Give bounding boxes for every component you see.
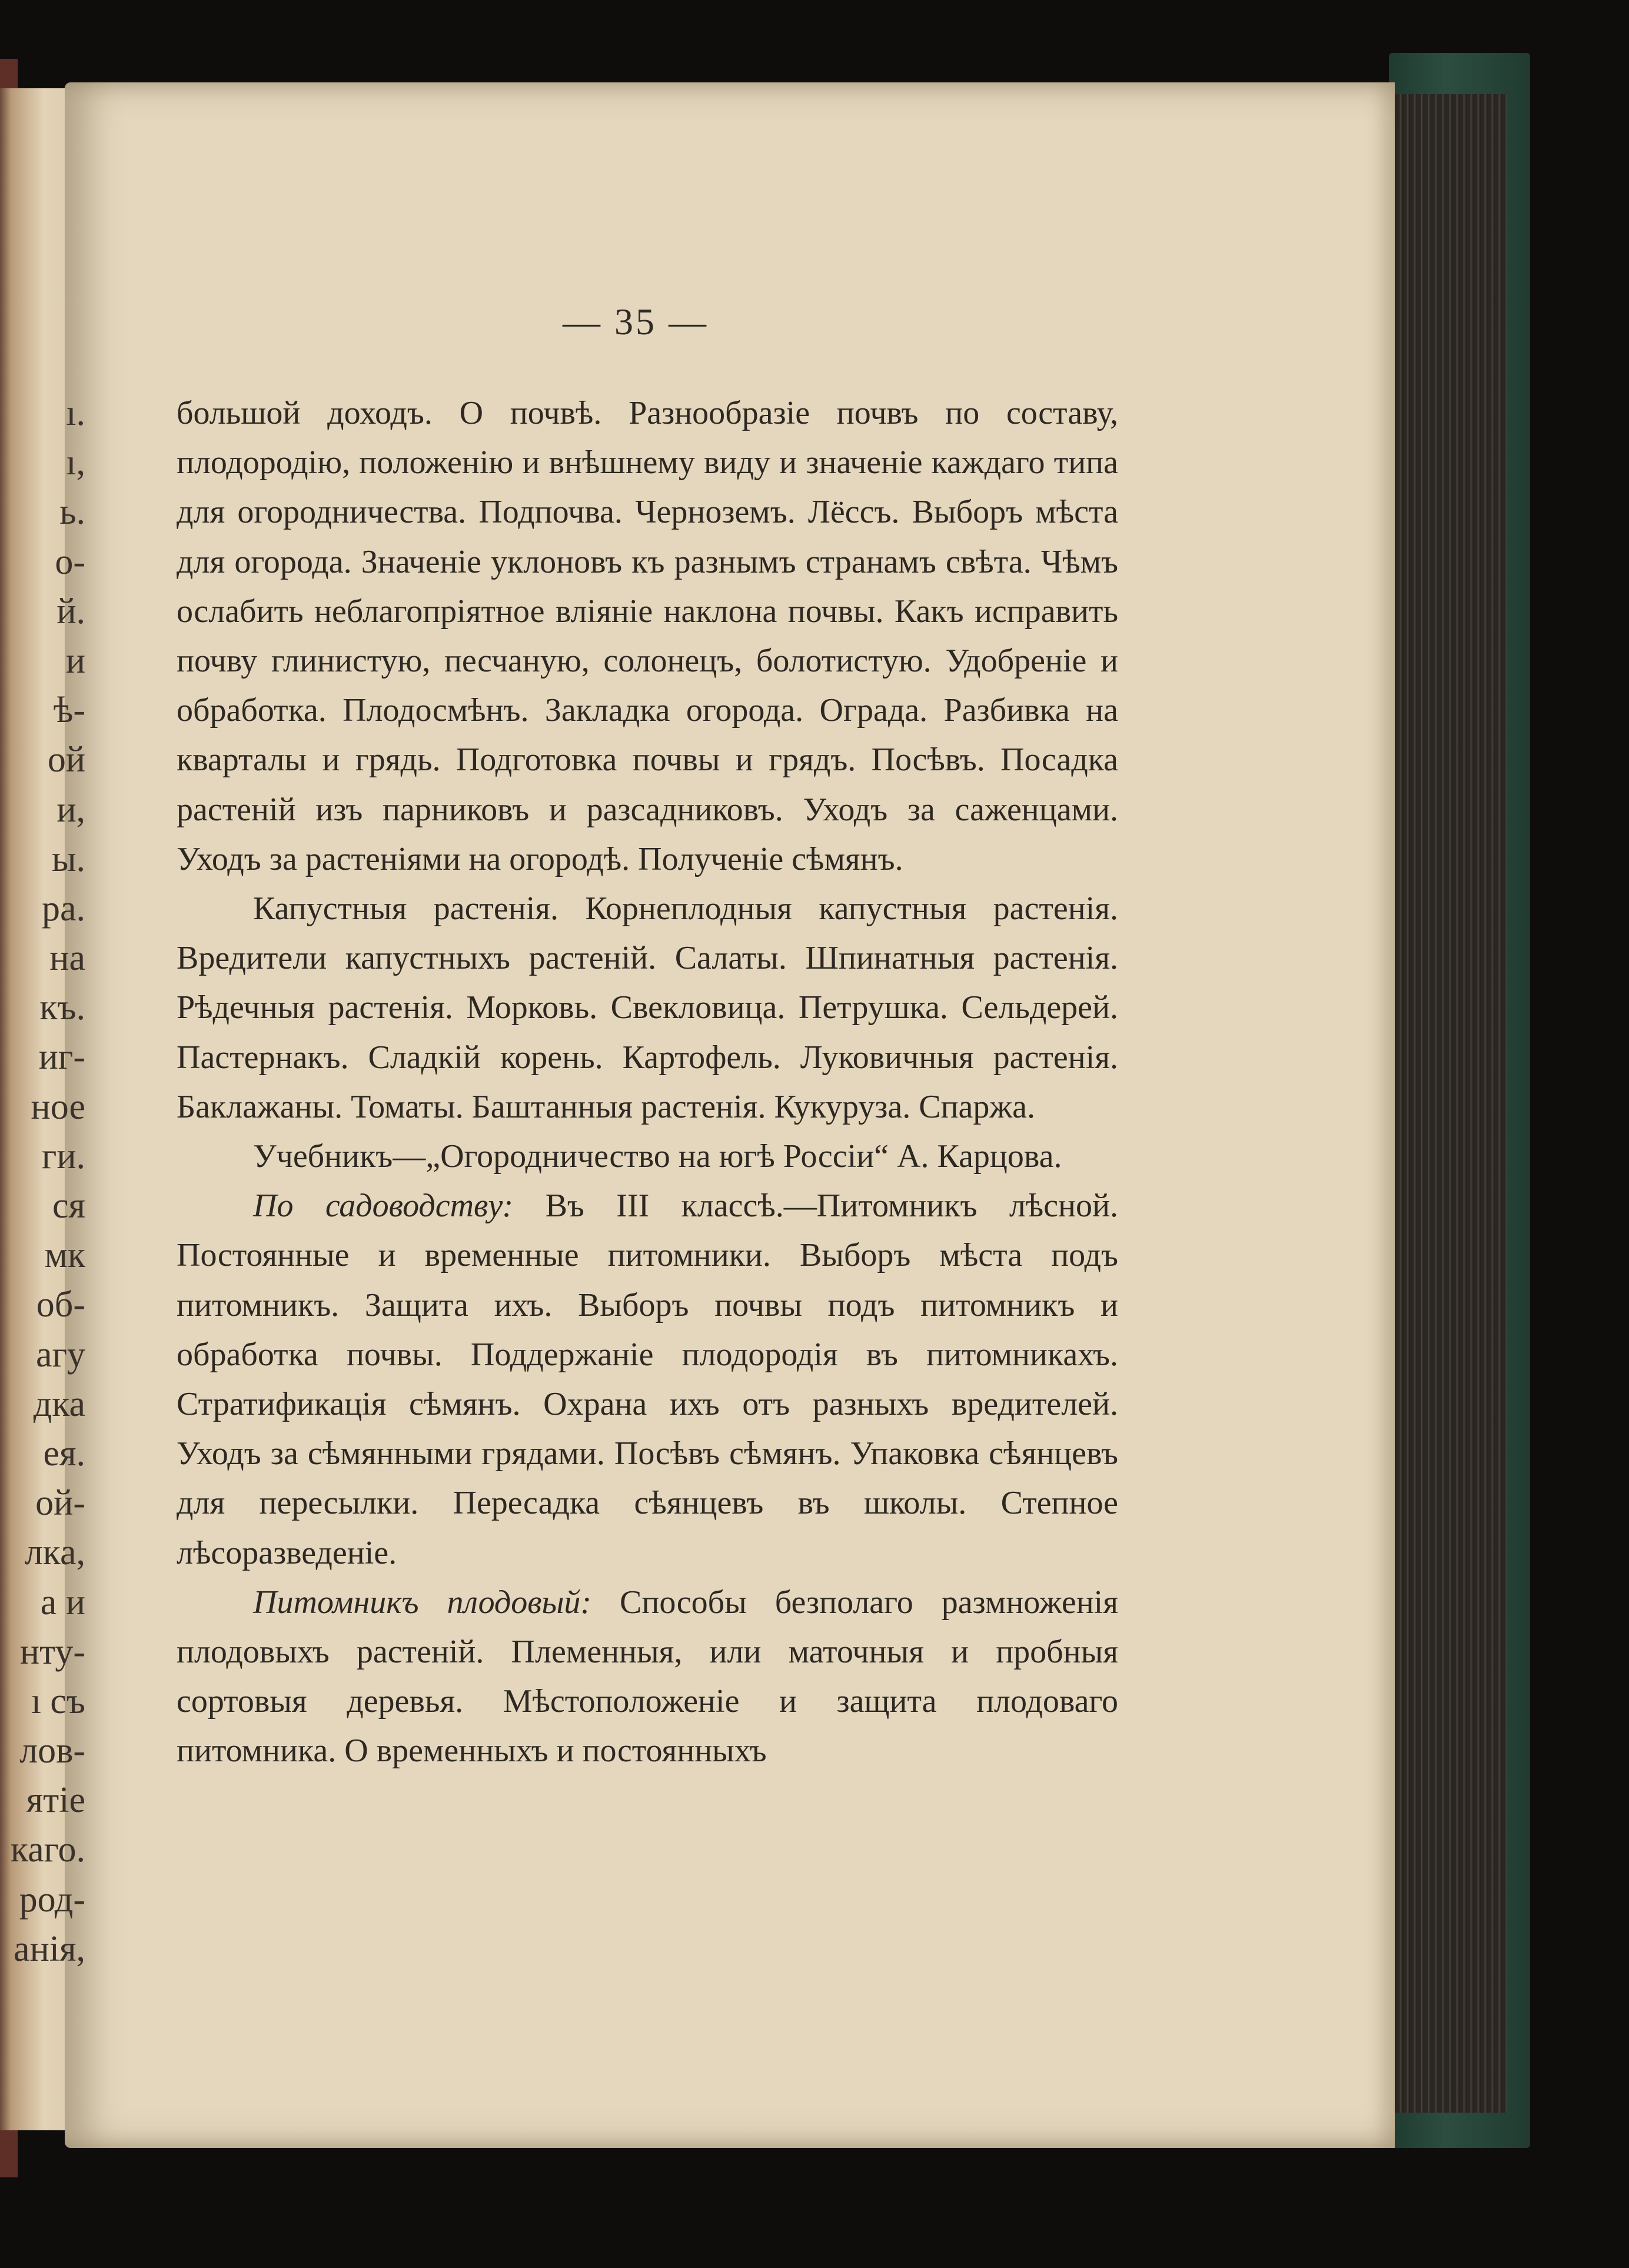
previous-page-line-fragment: род- <box>19 1879 85 1920</box>
previous-page-line-fragment: ея. <box>43 1433 85 1474</box>
previous-page-line-fragment: о- <box>55 541 85 582</box>
paragraph-text: большой доходъ. О почвѣ. Разнообразіе почвъ по составу, плодородію, положенію и внѣшнему виду и значеніе каждаго типа для огородничества. Подпочва. Черноземъ. Лёссъ. Выборъ мѣста для огорода. Значеніе уклоновъ къ разнымъ странамъ свѣта. Чѣмъ ослабить неблагопріятное вліяніе наклона почвы. Какъ исправить почву глинистую, песчаную, солонецъ, болотистую. Удобреніе и обработка. Плодосмѣнъ. Закладка огорода. Ограда. Разбивка на кварталы и грядь. Подготовка почвы и грядъ. Посѣвъ. Посадка растеній изъ парниковъ и разсадниковъ. Уходъ за саженцами. Уходъ за растеніями на огородѣ. Полученіе сѣмянъ. <box>177 395 1118 877</box>
paragraph-text: Учебникъ—„Огородничество на югѣ Россіи“ А. Карцова. <box>253 1138 1062 1175</box>
previous-page-line-fragment: лов- <box>19 1731 85 1771</box>
paragraph-text: Въ III классѣ.—Питомникъ лѣсной. Постоянные и временные питомники. Выборъ мѣста подъ питомникъ. Защита ихъ. Выборъ почвы подъ питомникъ и обработка почвы. Поддержаніе плодородія въ питомникахъ. Стратификація сѣмянъ. Охрана ихъ отъ разныхъ вредителей. Уходъ за сѣмянными грядами. Посѣвъ сѣмянъ. Упаковка сѣянцевъ для пересылки. Пересадка сѣянцевъ въ школы. Степное лѣсоразведеніе. <box>177 1188 1118 1571</box>
paragraph-intro <box>177 388 1118 884</box>
previous-page-line-fragment: об- <box>36 1285 85 1325</box>
previous-page-line-fragment: каго. <box>10 1830 85 1870</box>
previous-page-line-fragment: агу <box>36 1334 85 1375</box>
previous-page-line-fragment: къ. <box>39 987 85 1028</box>
previous-page-line-fragment: й. <box>56 591 85 631</box>
previous-page-line-fragment: ı, <box>66 443 85 483</box>
paragraph-cabbage-plants <box>177 884 1118 1132</box>
previous-page-text-fragments <box>0 388 85 1974</box>
previous-page-line-fragment: а и <box>40 1582 85 1622</box>
previous-page-line-fragment: ѣ- <box>53 690 85 731</box>
previous-page-line-fragment: нту- <box>19 1631 85 1672</box>
page-block-edges <box>1389 94 1507 2113</box>
previous-page-line-fragment: ся <box>52 1186 85 1226</box>
paragraph-text: Капустныя растенія. Корнеплодныя капустныя растенія. Вредители капустныхъ растеній. Салаты. Шпинатныя растенія. Рѣдечныя растенія. Морковь. Свекловица. Петрушка. Сельдерей. Пастернакъ. Сладкій корень. Картофель. Луковичныя растенія. Баклажаны. Томаты. Баштанныя растенія. Кукуруза. Спаржа. <box>177 890 1118 1125</box>
previous-page-line-fragment: иг- <box>38 1037 85 1078</box>
previous-page-line-fragment: лка, <box>24 1532 85 1573</box>
paragraph-lead: По садоводству: <box>253 1188 514 1225</box>
previous-page-line-fragment: на <box>49 938 85 979</box>
page-number: — 35 — <box>563 301 709 342</box>
paragraph-textbook <box>177 1132 1118 1181</box>
previous-page-line-fragment: анія, <box>14 1928 85 1969</box>
previous-page-line-fragment: ное <box>31 1086 85 1127</box>
previous-page-line-fragment: и, <box>56 789 85 830</box>
previous-page-line-fragment: ра. <box>41 888 85 929</box>
previous-page-line-fragment: ь. <box>59 492 85 533</box>
paragraph-fruit-nursery <box>177 1578 1118 1776</box>
previous-page-line-fragment: ги. <box>41 1136 85 1176</box>
previous-page-line-fragment: ы. <box>51 839 85 879</box>
previous-page-line-fragment: ой <box>47 740 85 780</box>
previous-page-line-fragment: ятіе <box>26 1780 85 1821</box>
previous-page-line-fragment: ı съ <box>31 1681 85 1721</box>
paragraph-lead: Питомникъ плодовый: <box>253 1584 592 1621</box>
previous-page-line-fragment: и <box>65 640 85 681</box>
previous-page-line-fragment: дка <box>33 1384 85 1424</box>
previous-page-line-fragment: мк <box>44 1235 85 1276</box>
previous-page-line-fragment: ı. <box>66 393 85 433</box>
previous-page-line-fragment: ой- <box>35 1483 85 1524</box>
page-text-body <box>177 388 1118 1776</box>
paragraph-text: Способы безполаго размноженія плодовыхъ растеній. Племенныя, или маточныя и пробныя сортовыя деревья. Мѣстоположеніе и защита плодоваго питомника. О временныхъ и постоянныхъ <box>177 1584 1118 1770</box>
paragraph-gardening <box>177 1181 1118 1578</box>
